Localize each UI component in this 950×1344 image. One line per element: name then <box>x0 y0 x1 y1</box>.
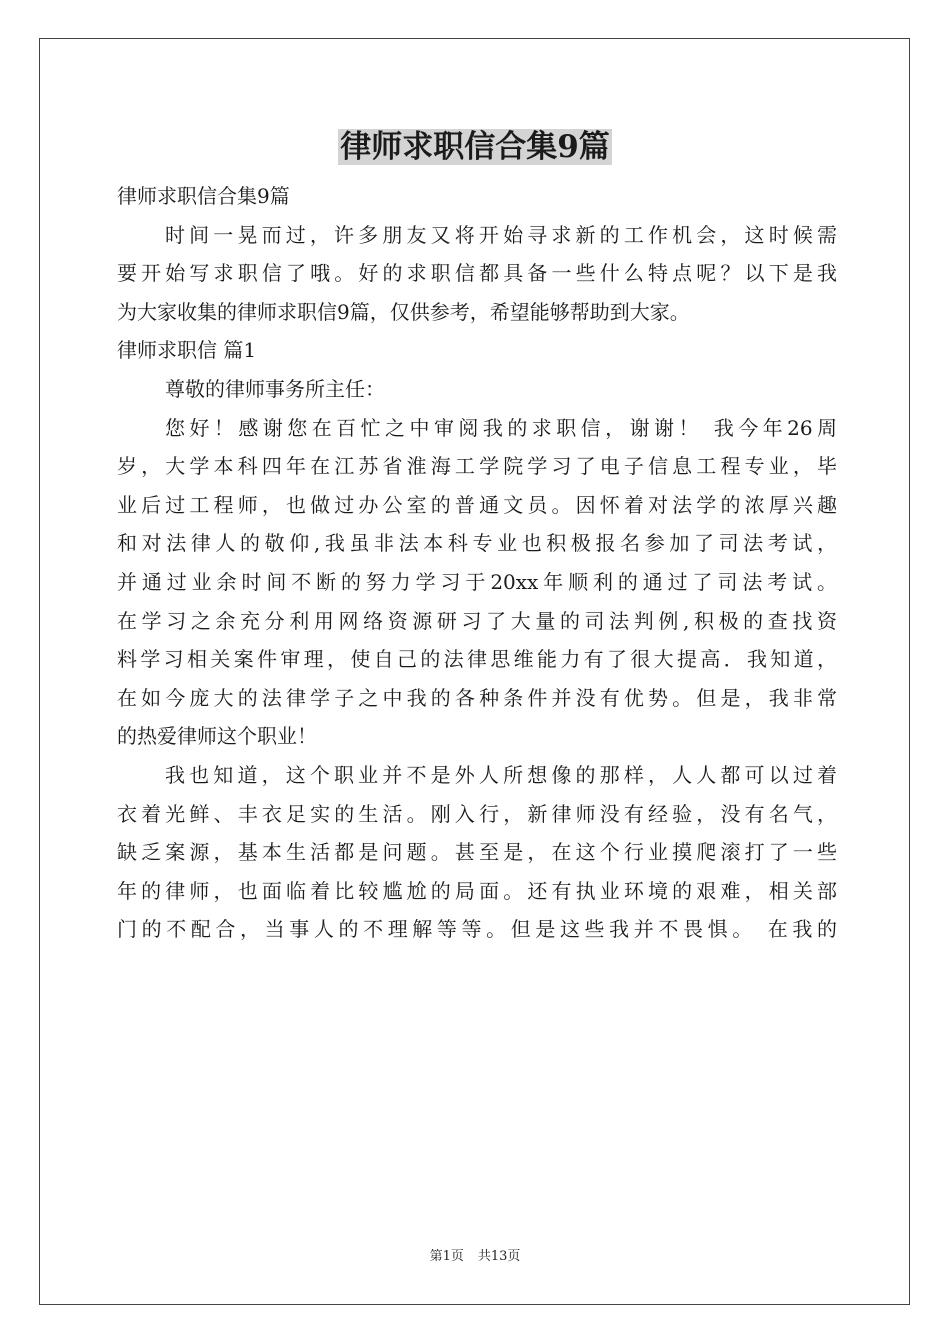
paragraph-line: 和对法律人的敬仰,我虽非法本科专业也积极报名参加了司法考试， <box>117 531 837 556</box>
paragraph-line: 要开始写求职信了哦。好的求职信都具备一些什么特点呢？以下是我 <box>117 261 837 286</box>
paragraph-line: 料学习相关案件审理，使自己的法律思维能力有了很大提高．我知道， <box>117 647 837 672</box>
document-title-text: 律师求职信合集9篇 <box>340 129 610 165</box>
document-title <box>0 123 950 171</box>
document-body <box>117 177 837 949</box>
paragraph-line: 岁，大学本科四年在江苏省淮海工学院学习了电子信息工程专业，毕 <box>117 454 837 479</box>
paragraph-line: 衣着光鲜、丰衣足实的生活。刚入行，新律师没有经验，没有名气， <box>117 801 837 826</box>
section-heading: 律师求职信 篇1 <box>117 338 257 363</box>
paragraph-line: 业后过工程师，也做过办公室的普通文员。因怀着对法学的浓厚兴趣 <box>117 492 837 517</box>
subtitle-line: 律师求职信合集9篇 <box>117 184 290 208</box>
page-footer <box>0 1248 950 1266</box>
salutation-line: 尊敬的律师事务所主任： <box>165 376 385 401</box>
page-total: 共13页 <box>477 1249 521 1264</box>
paragraph-line: 在如今庞大的法律学子之中我的各种条件并没有优势。但是，我非常 <box>117 685 837 710</box>
paragraph-line: 并通过业余时间不断的努力学习于20xx年顺利的通过了司法考试。 <box>117 569 837 594</box>
paragraph-line: 时间一晃而过，许多朋友又将开始寻求新的工作机会，这时候需 <box>165 222 837 247</box>
paragraph-line: 为大家收集的律师求职信9篇，仅供参考，希望能够帮助到大家。 <box>117 299 690 324</box>
paragraph-line: 门的不配合，当事人的不理解等等。但是这些我并不畏惧。 在我的 <box>117 917 837 942</box>
paragraph-line: 缺乏案源，基本生活都是问题。甚至是，在这个行业摸爬滚打了一些 <box>117 840 837 865</box>
paragraph-line: 在学习之余充分利用网络资源研习了大量的司法判例,积极的查找资 <box>117 608 837 633</box>
paragraph-line: 我也知道，这个职业并不是外人所想像的那样，人人都可以过着 <box>165 762 837 787</box>
paragraph-line: 的热爱律师这个职业！ <box>117 724 317 749</box>
paragraph-line: 您好！感谢您在百忙之中审阅我的求职信，谢谢！ 我今年26周 <box>165 415 837 440</box>
paragraph-line: 年的律师，也面临着比较尴尬的局面。还有执业环境的艰难，相关部 <box>117 878 837 903</box>
page-number: 第1页 <box>429 1249 464 1264</box>
